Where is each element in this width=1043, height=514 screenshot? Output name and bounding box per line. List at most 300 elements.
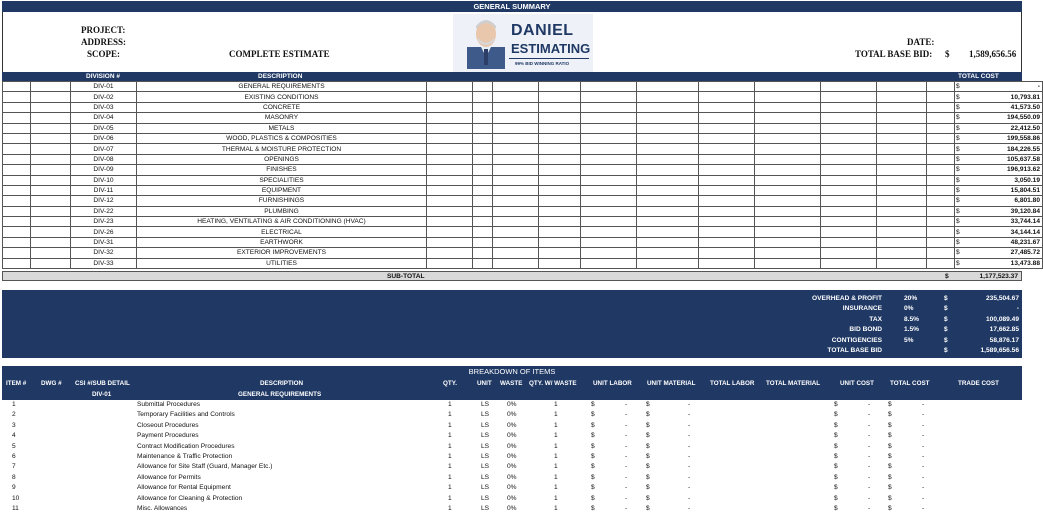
empty-cell xyxy=(427,185,473,195)
unit-labor-value: - xyxy=(625,484,628,492)
empty-cell xyxy=(31,154,71,164)
division-currency: $ xyxy=(955,248,963,258)
empty-cell xyxy=(821,185,877,195)
empty-cell xyxy=(31,227,71,237)
division-row xyxy=(3,133,1043,143)
empty-cell xyxy=(31,82,71,92)
empty-cell xyxy=(637,196,699,206)
summary-percent: 0% xyxy=(904,305,914,313)
empty-cell xyxy=(427,113,473,123)
unit-material-value: - xyxy=(688,505,691,512)
division-code: DIV-09 xyxy=(71,165,137,175)
total-cost-value: - xyxy=(922,432,925,440)
empty-cell xyxy=(31,144,71,154)
division-code: DIV-12 xyxy=(71,196,137,206)
division-code: DIV-05 xyxy=(71,123,137,133)
division-description: WOOD, PLASTICS & COMPOSITIES xyxy=(137,133,427,143)
division-currency: $ xyxy=(955,217,963,227)
empty-cell xyxy=(637,185,699,195)
division-cost: 13,473.88 xyxy=(963,258,1043,268)
unit-cost-currency: $ xyxy=(834,463,838,471)
division-code: DIV-22 xyxy=(71,206,137,216)
item-description: Maintenance & Traffic Protection xyxy=(137,453,233,460)
empty-cell xyxy=(473,102,493,112)
total-base-bid-currency: $ xyxy=(945,49,950,59)
scope-value: COMPLETE ESTIMATE xyxy=(229,49,330,59)
unit-labor-value: - xyxy=(625,421,628,429)
division-description: OPENINGS xyxy=(137,154,427,164)
empty-cell xyxy=(927,185,955,195)
breakdown-item-row xyxy=(2,494,1022,504)
empty-cell xyxy=(637,165,699,175)
division-description: EXTERIOR IMPROVEMENTS xyxy=(137,248,427,258)
empty-cell xyxy=(927,227,955,237)
division-currency: $ xyxy=(955,206,963,216)
breakdown-section-header xyxy=(2,389,1022,400)
empty-cell xyxy=(821,165,877,175)
empty-cell xyxy=(755,258,821,268)
total-cost-value: - xyxy=(922,421,925,429)
empty-cell xyxy=(637,217,699,227)
item-qty: 1 xyxy=(448,494,452,502)
item-qty: 1 xyxy=(448,442,452,450)
empty-cell xyxy=(755,248,821,258)
empty-cell xyxy=(473,165,493,175)
division-currency: $ xyxy=(955,113,963,123)
total-cost-currency: $ xyxy=(888,505,892,512)
unit-material-value: - xyxy=(688,401,691,408)
empty-cell xyxy=(31,92,71,102)
empty-cell xyxy=(927,248,955,258)
empty-cell xyxy=(637,102,699,112)
empty-cell xyxy=(473,92,493,102)
empty-cell xyxy=(427,154,473,164)
division-description: UTILITIES xyxy=(137,258,427,268)
division-row xyxy=(3,154,1043,164)
empty-cell xyxy=(3,185,31,195)
empty-cell xyxy=(539,206,581,216)
item-unit: LS xyxy=(481,484,490,492)
unit-cost-currency: $ xyxy=(834,411,838,419)
unit-material-currency: $ xyxy=(646,505,650,512)
item-qty-waste: 1 xyxy=(554,411,558,419)
empty-cell xyxy=(473,196,493,206)
item-qty: 1 xyxy=(448,401,452,408)
empty-cell xyxy=(493,144,539,154)
empty-cell xyxy=(473,123,493,133)
empty-cell xyxy=(581,258,637,268)
item-unit: LS xyxy=(481,453,490,460)
division-cost: 199,558.86 xyxy=(963,133,1043,143)
empty-cell xyxy=(427,227,473,237)
division-cost: 105,637.58 xyxy=(963,154,1043,164)
division-row xyxy=(3,248,1043,258)
unit-cost-value: - xyxy=(868,463,871,471)
division-description: GENERAL REQUIREMENTS xyxy=(137,82,427,92)
empty-cell xyxy=(31,165,71,175)
item-waste: 0% xyxy=(507,411,517,419)
empty-cell xyxy=(3,196,31,206)
subtotal-label: SUB-TOTAL xyxy=(387,273,425,280)
total-cost-header: TOTAL COST xyxy=(958,73,999,80)
empty-cell xyxy=(699,92,755,102)
item-unit: LS xyxy=(481,442,490,450)
unit-cost-currency: $ xyxy=(834,505,838,512)
empty-cell xyxy=(581,144,637,154)
date-label: DATE: xyxy=(907,37,935,47)
division-description: MASONRY xyxy=(137,113,427,123)
subtotal-row xyxy=(2,271,1022,281)
summary-percent: 8.5% xyxy=(904,315,920,323)
empty-cell xyxy=(821,227,877,237)
item-qty: 1 xyxy=(448,453,452,460)
scope-label: SCOPE: xyxy=(87,49,121,59)
empty-cell xyxy=(539,175,581,185)
empty-cell xyxy=(31,113,71,123)
unit-labor-currency: $ xyxy=(591,505,595,512)
unit-material-currency: $ xyxy=(646,473,650,481)
empty-cell xyxy=(927,154,955,164)
empty-cell xyxy=(699,206,755,216)
summary-label: TOTAL BASE BID xyxy=(827,347,882,354)
unit-material-value: - xyxy=(688,494,691,502)
total-cost-value: - xyxy=(922,484,925,492)
empty-cell xyxy=(3,258,31,268)
unit-material-value: - xyxy=(688,432,691,440)
summary-value: 235,504.67 xyxy=(985,295,1019,302)
unit-material-value: - xyxy=(688,453,691,460)
empty-cell xyxy=(877,123,927,133)
division-currency: $ xyxy=(955,123,963,133)
empty-cell xyxy=(637,206,699,216)
total-labor-header: TOTAL LABOR xyxy=(710,380,755,387)
summary-currency: $ xyxy=(944,336,948,344)
empty-cell xyxy=(927,82,955,92)
empty-cell xyxy=(755,113,821,123)
general-summary-title: GENERAL SUMMARY xyxy=(2,1,1022,12)
empty-cell xyxy=(3,175,31,185)
empty-cell xyxy=(821,196,877,206)
division-cost: 39,120.84 xyxy=(963,206,1043,216)
empty-cell xyxy=(755,102,821,112)
logo-name-line1: DANIEL xyxy=(511,22,574,39)
empty-cell xyxy=(473,237,493,247)
division-description: EXISTING CONDITIONS xyxy=(137,92,427,102)
empty-cell xyxy=(539,227,581,237)
logo-tagline: 99% BID WINNING RATIO xyxy=(515,61,570,66)
summary-label: INSURANCE xyxy=(842,305,882,313)
empty-cell xyxy=(927,92,955,102)
empty-cell xyxy=(637,258,699,268)
division-code: DIV-07 xyxy=(71,144,137,154)
empty-cell xyxy=(755,165,821,175)
total-material-header: TOTAL MATERIAL xyxy=(766,380,821,387)
division-code: DIV-33 xyxy=(71,258,137,268)
empty-cell xyxy=(539,82,581,92)
division-row xyxy=(3,144,1043,154)
division-row xyxy=(3,82,1043,92)
qty-header: QTY. xyxy=(443,380,457,387)
item-qty-waste: 1 xyxy=(554,505,558,512)
item-description: Contract Modification Procedures xyxy=(137,442,235,450)
empty-cell xyxy=(493,133,539,143)
empty-cell xyxy=(877,102,927,112)
empty-cell xyxy=(637,154,699,164)
summary-percent: 5% xyxy=(904,336,914,344)
item-number: 1 xyxy=(12,401,16,408)
summary-value: 17,662.85 xyxy=(989,326,1019,334)
empty-cell xyxy=(637,92,699,102)
empty-cell xyxy=(539,258,581,268)
unit-cost-currency: $ xyxy=(834,494,838,502)
division-header: DIVISION # xyxy=(86,73,120,80)
unit-material-currency: $ xyxy=(646,411,650,419)
division-currency: $ xyxy=(955,227,963,237)
empty-cell xyxy=(3,165,31,175)
empty-cell xyxy=(473,133,493,143)
empty-cell xyxy=(581,175,637,185)
unit-cost-value: - xyxy=(868,411,871,419)
empty-cell xyxy=(755,175,821,185)
unit-material-value: - xyxy=(688,473,691,481)
breakdown-item-row xyxy=(2,504,1022,514)
empty-cell xyxy=(473,227,493,237)
empty-cell xyxy=(31,185,71,195)
summary-row xyxy=(2,294,1022,304)
division-description: PLUMBING xyxy=(137,206,427,216)
empty-cell xyxy=(539,102,581,112)
empty-cell xyxy=(755,133,821,143)
item-waste: 0% xyxy=(507,432,517,440)
unit-labor-currency: $ xyxy=(591,401,595,408)
division-currency: $ xyxy=(955,165,963,175)
empty-cell xyxy=(427,237,473,247)
empty-cell xyxy=(877,185,927,195)
division-cost: 194,550.09 xyxy=(963,113,1043,123)
empty-cell xyxy=(581,92,637,102)
empty-cell xyxy=(473,175,493,185)
empty-cell xyxy=(539,144,581,154)
unit-material-currency: $ xyxy=(646,494,650,502)
empty-cell xyxy=(877,196,927,206)
empty-cell xyxy=(3,237,31,247)
empty-cell xyxy=(493,258,539,268)
item-number: 11 xyxy=(12,505,19,512)
empty-cell xyxy=(539,133,581,143)
empty-cell xyxy=(473,154,493,164)
empty-cell xyxy=(539,165,581,175)
empty-cell xyxy=(821,248,877,258)
item-qty-waste: 1 xyxy=(554,463,558,471)
empty-cell xyxy=(699,133,755,143)
division-description: HEATING, VENTILATING & AIR CONDITIONING (HVAC) xyxy=(137,217,427,227)
division-description: EARTHWORK xyxy=(137,237,427,247)
division-row xyxy=(3,92,1043,102)
empty-cell xyxy=(637,227,699,237)
unit-labor-currency: $ xyxy=(591,432,595,440)
empty-cell xyxy=(493,206,539,216)
empty-cell xyxy=(473,258,493,268)
item-qty: 1 xyxy=(448,473,452,481)
summary-percent: 1.5% xyxy=(904,326,920,334)
breakdown-item-row xyxy=(2,400,1022,410)
empty-cell xyxy=(539,217,581,227)
empty-cell xyxy=(821,154,877,164)
logo-name-line2: ESTIMATING xyxy=(511,41,591,56)
empty-cell xyxy=(539,113,581,123)
empty-cell xyxy=(31,206,71,216)
empty-cell xyxy=(821,133,877,143)
division-description: ELECTRICAL xyxy=(137,227,427,237)
division-row xyxy=(3,227,1043,237)
empty-cell xyxy=(927,196,955,206)
empty-cell xyxy=(927,102,955,112)
unit-labor-currency: $ xyxy=(591,421,595,429)
empty-cell xyxy=(821,258,877,268)
empty-cell xyxy=(877,206,927,216)
empty-cell xyxy=(493,102,539,112)
item-waste: 0% xyxy=(507,453,517,460)
unit-cost-currency: $ xyxy=(834,453,838,460)
empty-cell xyxy=(473,144,493,154)
total-cost-currency: $ xyxy=(888,411,892,419)
empty-cell xyxy=(539,154,581,164)
empty-cell xyxy=(877,217,927,227)
empty-cell xyxy=(31,133,71,143)
total-cost-currency: $ xyxy=(888,421,892,429)
unit-cost-currency: $ xyxy=(834,442,838,450)
empty-cell xyxy=(927,175,955,185)
item-waste: 0% xyxy=(507,505,517,512)
empty-cell xyxy=(427,217,473,227)
division-description: FURNISHINGS xyxy=(137,196,427,206)
unit-labor-header: UNIT LABOR xyxy=(593,380,632,387)
empty-cell xyxy=(3,144,31,154)
division-cost: 10,793.81 xyxy=(963,92,1043,102)
summary-row xyxy=(2,304,1022,314)
empty-cell xyxy=(427,82,473,92)
project-header xyxy=(2,12,1022,72)
empty-cell xyxy=(493,92,539,102)
item-waste: 0% xyxy=(507,421,517,429)
item-unit: LS xyxy=(481,432,490,440)
empty-cell xyxy=(427,92,473,102)
empty-cell xyxy=(927,123,955,133)
unit-cost-currency: $ xyxy=(834,432,838,440)
empty-cell xyxy=(581,133,637,143)
division-code: DIV-26 xyxy=(71,227,137,237)
summary-panel xyxy=(2,290,1022,358)
unit-labor-value: - xyxy=(625,453,628,460)
empty-cell xyxy=(877,113,927,123)
empty-cell xyxy=(31,102,71,112)
division-code: DIV-01 xyxy=(71,82,137,92)
empty-cell xyxy=(755,227,821,237)
total-cost-value: - xyxy=(922,453,925,460)
empty-cell xyxy=(581,82,637,92)
division-code: DIV-23 xyxy=(71,217,137,227)
empty-cell xyxy=(473,185,493,195)
dwg-header: DWG # xyxy=(41,380,62,387)
item-unit: LS xyxy=(481,421,490,429)
unit-cost-currency: $ xyxy=(834,484,838,492)
unit-material-value: - xyxy=(688,484,691,492)
item-number: 4 xyxy=(12,432,16,440)
empty-cell xyxy=(539,237,581,247)
address-label: ADDRESS: xyxy=(81,37,127,47)
item-unit: LS xyxy=(481,473,490,481)
item-unit: LS xyxy=(481,494,490,502)
breakdown-item-row xyxy=(2,410,1022,420)
unit-cost-value: - xyxy=(868,453,871,460)
item-description: Allowance for Cleaning & Protection xyxy=(137,494,243,502)
division-currency: $ xyxy=(955,92,963,102)
item-qty-waste: 1 xyxy=(554,473,558,481)
division-currency: $ xyxy=(955,237,963,247)
empty-cell xyxy=(877,133,927,143)
item-qty: 1 xyxy=(448,484,452,492)
empty-cell xyxy=(31,217,71,227)
empty-cell xyxy=(581,196,637,206)
empty-cell xyxy=(699,175,755,185)
unit-material-currency: $ xyxy=(646,463,650,471)
item-waste: 0% xyxy=(507,401,517,408)
empty-cell xyxy=(821,175,877,185)
division-cost: 15,804.51 xyxy=(963,185,1043,195)
empty-cell xyxy=(755,237,821,247)
empty-cell xyxy=(699,248,755,258)
summary-value: 1,589,656.56 xyxy=(980,347,1019,354)
empty-cell xyxy=(31,248,71,258)
empty-cell xyxy=(3,123,31,133)
total-base-bid-value: 1,589,656.56 xyxy=(969,49,1017,59)
empty-cell xyxy=(755,196,821,206)
empty-cell xyxy=(493,248,539,258)
empty-cell xyxy=(31,258,71,268)
empty-cell xyxy=(927,206,955,216)
item-qty: 1 xyxy=(448,505,452,512)
empty-cell xyxy=(581,113,637,123)
empty-cell xyxy=(755,217,821,227)
empty-cell xyxy=(877,227,927,237)
summary-currency: $ xyxy=(944,315,948,323)
empty-cell xyxy=(877,144,927,154)
item-qty: 1 xyxy=(448,432,452,440)
division-cost: 34,144.14 xyxy=(963,227,1043,237)
division-code: DIV-11 xyxy=(71,185,137,195)
item-description: Closeout Procedures xyxy=(137,421,199,429)
item-description: Allowance for Site Staff (Guard, Manager Etc.) xyxy=(137,463,273,471)
empty-cell xyxy=(473,217,493,227)
empty-cell xyxy=(3,154,31,164)
empty-cell xyxy=(877,165,927,175)
total-cost-currency: $ xyxy=(888,494,892,502)
total-cost-currency: $ xyxy=(888,432,892,440)
total-cost-value: - xyxy=(922,442,925,450)
empty-cell xyxy=(473,248,493,258)
empty-cell xyxy=(581,123,637,133)
empty-cell xyxy=(427,175,473,185)
unit-labor-value: - xyxy=(625,411,628,419)
unit-labor-value: - xyxy=(625,494,628,502)
item-qty-waste: 1 xyxy=(554,401,558,408)
division-table xyxy=(2,81,1043,269)
item-description: Allowance for Rental Equipment xyxy=(137,484,231,492)
division-currency: $ xyxy=(955,133,963,143)
breakdown-item-row xyxy=(2,442,1022,452)
item-description: Payment Procedures xyxy=(137,432,199,440)
breakdown-item-row xyxy=(2,473,1022,483)
